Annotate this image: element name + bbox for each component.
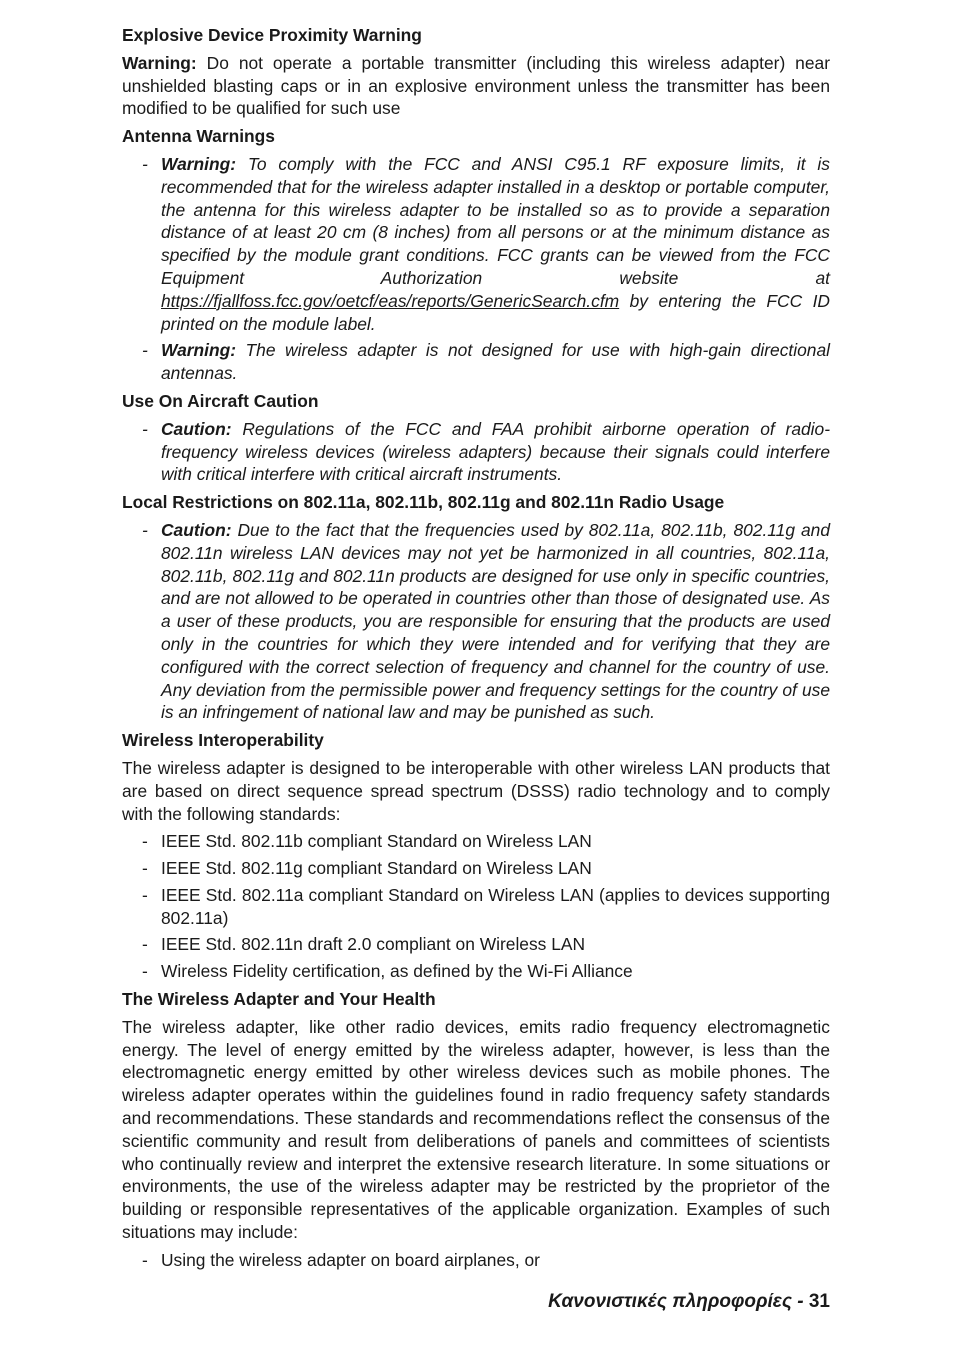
paragraph-interoperability: The wireless adapter is designed to be interoperable with other wireless LAN products that are based on direct sequence spread spectrum (DSSS) radio technology and to comply with the following standards: [122,757,830,824]
list-aircraft [122,418,830,486]
heading-antenna: Antenna Warnings [122,126,275,147]
document-page [122,24,830,1277]
list-item: - Caution: Due to the fact that the frequencies used by 802.11a, 802.11b, 802.11g and 802.11n wireless LAN devices may not yet be harmonized in all countries, 802.11a, 802.11b, 802.11g and 802.11n products are designed for use only in specific countries, and are not allowed to be operated in countries other than those of designated use. As a user of these products, you are responsible for ensuring that the products are used only in the countries for which they were intended and for verifying that they are configured with the correct selection of frequency and channel for the country of use. Any deviation from the permissible power and frequency settings for the country of use is an infringement of national law and may be punished as such. [122,519,830,724]
page-number: 31 [808,1291,830,1312]
list-item: - Caution: Regulations of the FCC and FAA prohibit airborne operation of radio-frequency wireless devices (wireless adapters) because their signals could interfere with critical interfere with critical aircraft instruments. [122,418,830,486]
heading-health: The Wireless Adapter and Your Health [122,989,436,1010]
heading-aircraft: Use On Aircraft Caution [122,390,319,411]
list-item: - Using the wireless adapter on board airplanes, or [122,1249,830,1272]
caution-label: Caution: [161,519,232,540]
caution-label: Caution: [161,418,232,439]
paragraph-health: The wireless adapter, like other radio devices, emits radio frequency electromagnetic energy. The level of energy emitted by the wireless adapter, however, is less than the electromagnetic energy emitted by other wireless devices such as mobile phones. The wireless adapter operates within the guidelines found in radio frequency safety standards and recommendations. These standards and recommendations reflect the consensus of the scientific community and result from deliberations of panels and committees of scientists who continually review and interpret the extensive research literature. In some situations or environments, the use of the wireless adapter may be restricted by the proprietor of the building or responsible representatives of the applicable organization. Examples of such situations may include: [122,1016,830,1243]
warning-label: Warning: [161,153,237,174]
list-item: - Warning: To comply with the FCC and ANSI C95.1 RF exposure limits, it is recommended that for the wireless adapter installed in a desktop or portable computer, the antenna for this wireless adapter to be installed so as to provide a separation distance of at least 20 cm (8 inches) from all persons or at the minimum distance as specified by the module grant conditions. FCC grants can be viewed from the FCC Equipment Authorization website at https://fjallfoss.fcc.gov/oetcf/eas/reports/GenericSearch.cfm by entering the FCC ID printed on the module label. [122,153,830,335]
heading-interoperability: Wireless Interoperability [122,730,324,751]
list-standards [122,830,830,983]
heading-local-restrictions: Local Restrictions on 802.11a, 802.11b, 802.11g and 802.11n Radio Usage [122,492,725,513]
list-item: - Wireless Fidelity certification, as defined by the Wi-Fi Alliance [122,960,830,983]
list-health [122,1249,830,1272]
list-item: - IEEE Std. 802.11n draft 2.0 compliant on Wireless LAN [122,933,830,956]
footer-title: Κανονιστικές πληροφορίες - [548,1291,804,1312]
list-item: - IEEE Std. 802.11b compliant Standard on Wireless LAN [122,830,830,853]
list-item: - Warning: The wireless adapter is not designed for use with high-gain directional antennas. [122,339,830,385]
list-antenna [122,153,830,385]
list-item: - IEEE Std. 802.11a compliant Standard on Wireless LAN (applies to devices supporting 802.11a) [122,884,830,930]
warning-label: Warning: [122,52,197,73]
heading-explosive: Explosive Device Proximity Warning [122,25,422,45]
page-footer [548,1291,830,1313]
fcc-link[interactable]: https://fjallfoss.fcc.gov/oetcf/eas/reports/GenericSearch.cfm [161,290,620,311]
list-local-restrictions [122,519,830,724]
warning-text: Do not operate a portable transmitter (including this wireless adapter) near unshielded blasting caps or in an explosive environment unless the transmitter has been modified to be qualified for such use [122,52,830,119]
warning-label: Warning: [161,340,237,361]
paragraph-explosive [122,52,830,120]
list-item: - IEEE Std. 802.11g compliant Standard on Wireless LAN [122,857,830,880]
